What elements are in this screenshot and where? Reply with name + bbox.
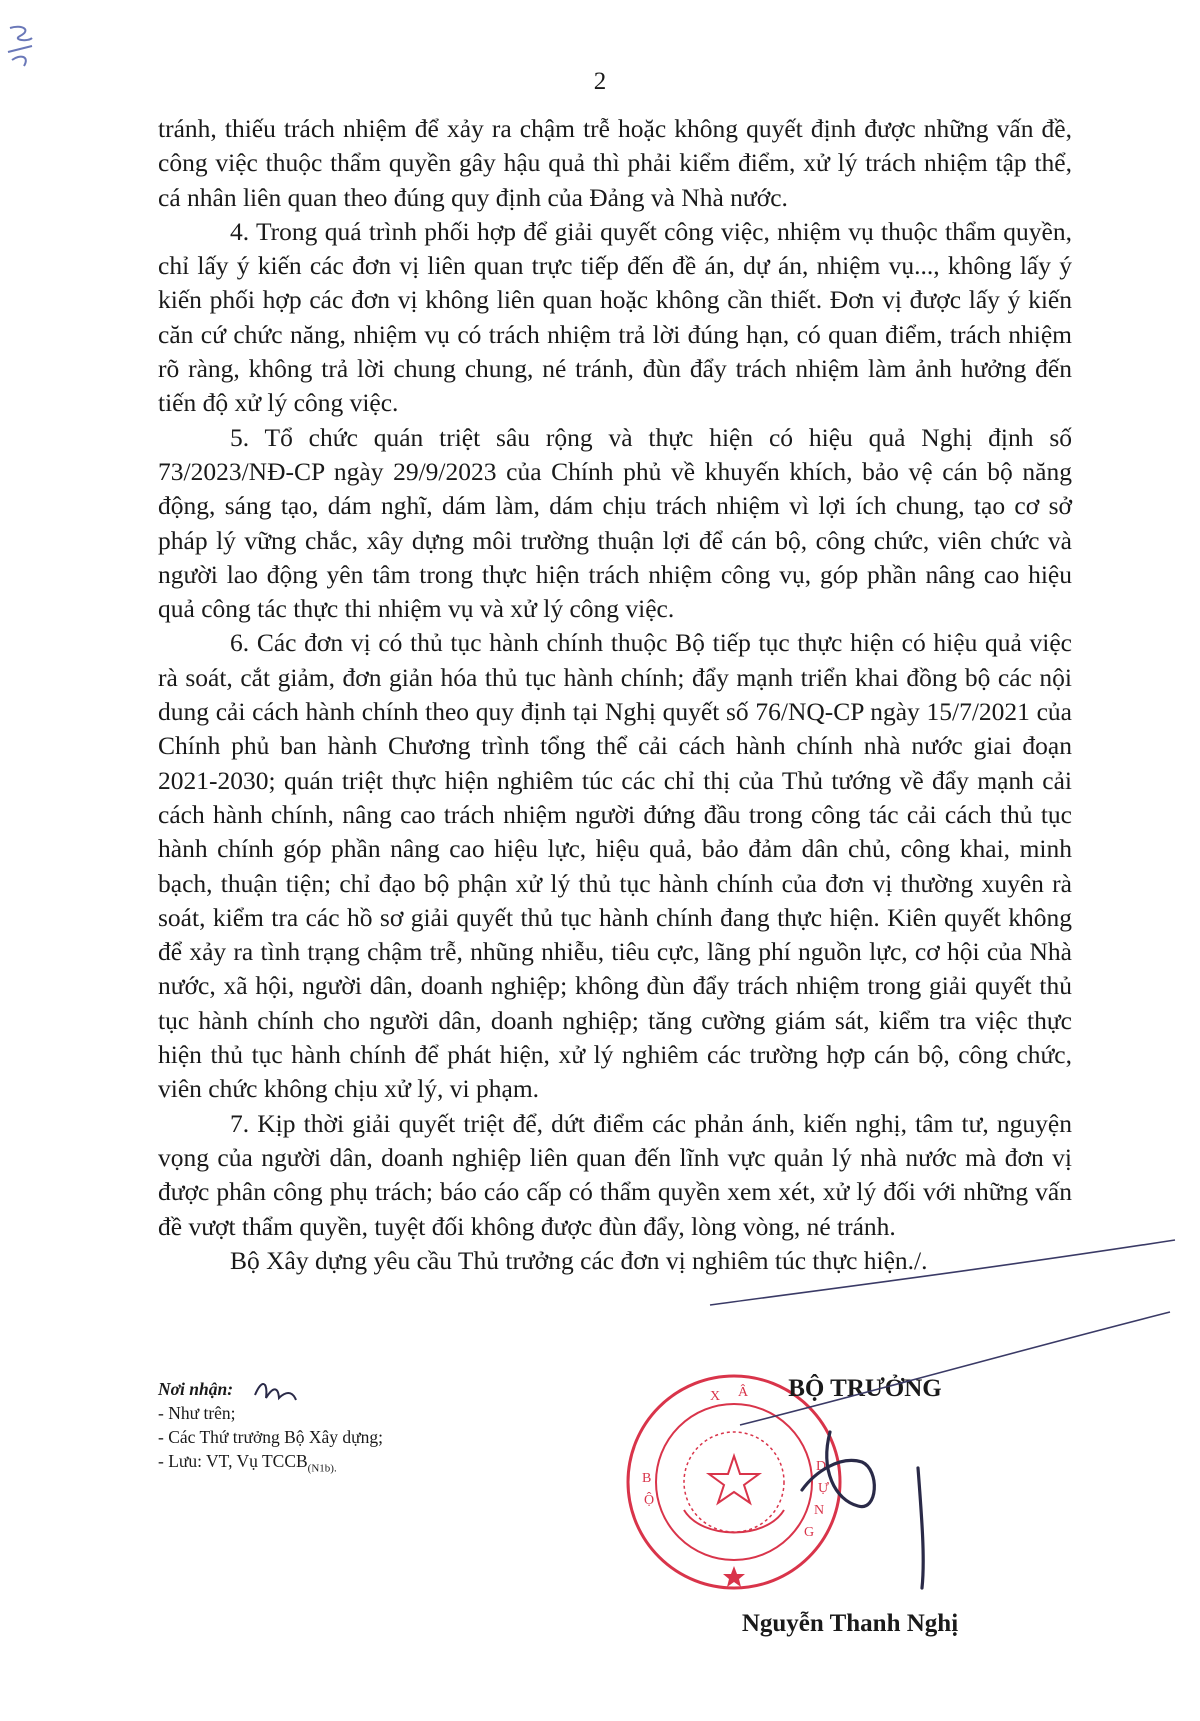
document-body bbox=[158, 112, 1072, 1278]
svg-text:D: D bbox=[816, 1459, 827, 1474]
signer-title: BỘ TRƯỞNG bbox=[788, 1375, 942, 1402]
recipient-line: - Như trên; bbox=[158, 1403, 236, 1423]
paragraph-item-7: 7. Kịp thời giải quyết triệt để, dứt điểm các phản ánh, kiến nghị, tâm tư, nguyện vọng của người dân, doanh nghiệp liên quan đến lĩnh vực quản lý nhà nước mà đơn vị được phân công phụ trách; báo cáo cấp có thẩm quyền xem xét, xử lý đối với những vấn đề vượt thẩm quyền, tuyệt đối không được đùn đẩy, lòng vòng, né tránh. bbox=[158, 1108, 1072, 1241]
recipient-line bbox=[158, 1449, 383, 1481]
archive-copies: (N1b). bbox=[307, 1462, 337, 1475]
closing-request: Bộ Xây dựng yêu cầu Thủ trưởng các đơn vị nghiêm túc thực hiện./. bbox=[230, 1245, 928, 1275]
recipients-block bbox=[158, 1377, 383, 1481]
archive-label: - Lưu: VT, Vụ TCCB bbox=[158, 1451, 308, 1471]
svg-text:N: N bbox=[814, 1503, 825, 1518]
paragraph-continuation: tránh, thiếu trách nhiệm để xảy ra chậm trễ hoặc không quyết định được những vấn đề, công việc thuộc thẩm quyền gây hậu quả thì phải kiểm điểm, xử lý trách nhiệm tập thể, cá nhân liên quan theo đúng quy định của Đảng và Nhà nước. bbox=[158, 114, 1072, 212]
svg-text:X: X bbox=[710, 1389, 721, 1404]
paragraph-item-5: 5. Tổ chức quán triệt sâu rộng và thực hiện có hiệu quả Nghị định số 73/2023/NĐ-CP ngày 29/9/2023 của Chính phủ về khuyến khích, bảo vệ cán bộ năng động, sáng tạo, dám nghĩ, dám làm, dám chịu trách nhiệm vì lợi ích chung, tạo cơ sở pháp lý vững chắc, xây dựng môi trường thuận lợi để cán bộ, công chức, viên chức và người lao động yên tâm trong thực hiện trách nhiệm công vụ, góp phần nâng cao hiệu quả công tác thực thi nhiệm vụ và xử lý công việc. bbox=[158, 422, 1072, 624]
recipient-line: - Các Thứ trưởng Bộ Xây dựng; bbox=[158, 1427, 383, 1447]
page-number: 2 bbox=[593, 68, 607, 95]
paragraph-item-6: 6. Các đơn vị có thủ tục hành chính thuộc Bộ tiếp tục thực hiện có hiệu quả việc rà soát, cắt giảm, đơn giản hóa thủ tục hành chính; đẩy mạnh triển khai đồng bộ các nội dung cải cách hành chính theo quy định tại Nghị quyết số 76/NQ-CP ngày 15/7/2021 của Chính phủ ban hành Chương trình tổng thể cải cách hành chính nhà nước giai đoạn 2021-2030; quán triệt thực hiện nghiêm túc các chỉ thị của Thủ tướng về đẩy mạnh cải cách hành chính, nâng cao trách nhiệm người đứng đầu trong công tác cải cách thủ tục hành chính góp phần nâng cao hiệu lực, hiệu quả, bảo đảm dân chủ, công khai, minh bạch, thuận tiện; chỉ đạo bộ phận xử lý thủ tục hành chính của đơn vị thường xuyên rà soát, kiểm tra các hồ sơ giải quyết thủ tục hành chính đang thực hiện. Kiên quyết không để xảy ra tình trạng chậm trễ, nhũng nhiễu, tiêu cực, lãng phí nguồn lực, cơ hội của Nhà nước, xã hội, người dân, doanh nghiệp; không đùn đẩy trách nhiệm trong giải quyết thủ tục hành chính cho người dân, doanh nghiệp; tăng cường giám sát, kiểm tra việc thực hiện thủ tục hành chính để phát hiện, xử lý nghiêm các trường hợp cán bộ, công chức, viên chức không chịu xử lý, vi phạm. bbox=[158, 628, 1072, 1104]
signer-name: Nguyễn Thanh Nghị bbox=[741, 1610, 959, 1637]
svg-text:G: G bbox=[804, 1525, 815, 1540]
paragraph-item-4: 4. Trong quá trình phối hợp để giải quyết công việc, nhiệm vụ thuộc thẩm quyền, chỉ lấy ý kiến các đơn vị liên quan trực tiếp đến đề án, dự án, nhiệm vụ..., không lấy ý kiến phối hợp các đơn vị không liên quan hoặc không cần thiết. Đơn vị được lấy ý kiến căn cứ chức năng, nhiệm vụ có trách nhiệm trả lời đúng hạn, có quan điểm, trách nhiệm rõ ràng, không trả lời chung chung, né tránh, đùn đẩy trách nhiệm làm ảnh hưởng đến tiến độ xử lý công việc. bbox=[158, 216, 1072, 418]
recipients-title: Nơi nhận: bbox=[158, 1379, 234, 1399]
svg-text:Ộ: Ộ bbox=[644, 1493, 655, 1508]
svg-text:Â: Â bbox=[738, 1385, 749, 1400]
svg-text:B: B bbox=[642, 1471, 652, 1486]
svg-text:Ự: Ự bbox=[818, 1481, 829, 1496]
official-seal bbox=[622, 1370, 846, 1594]
